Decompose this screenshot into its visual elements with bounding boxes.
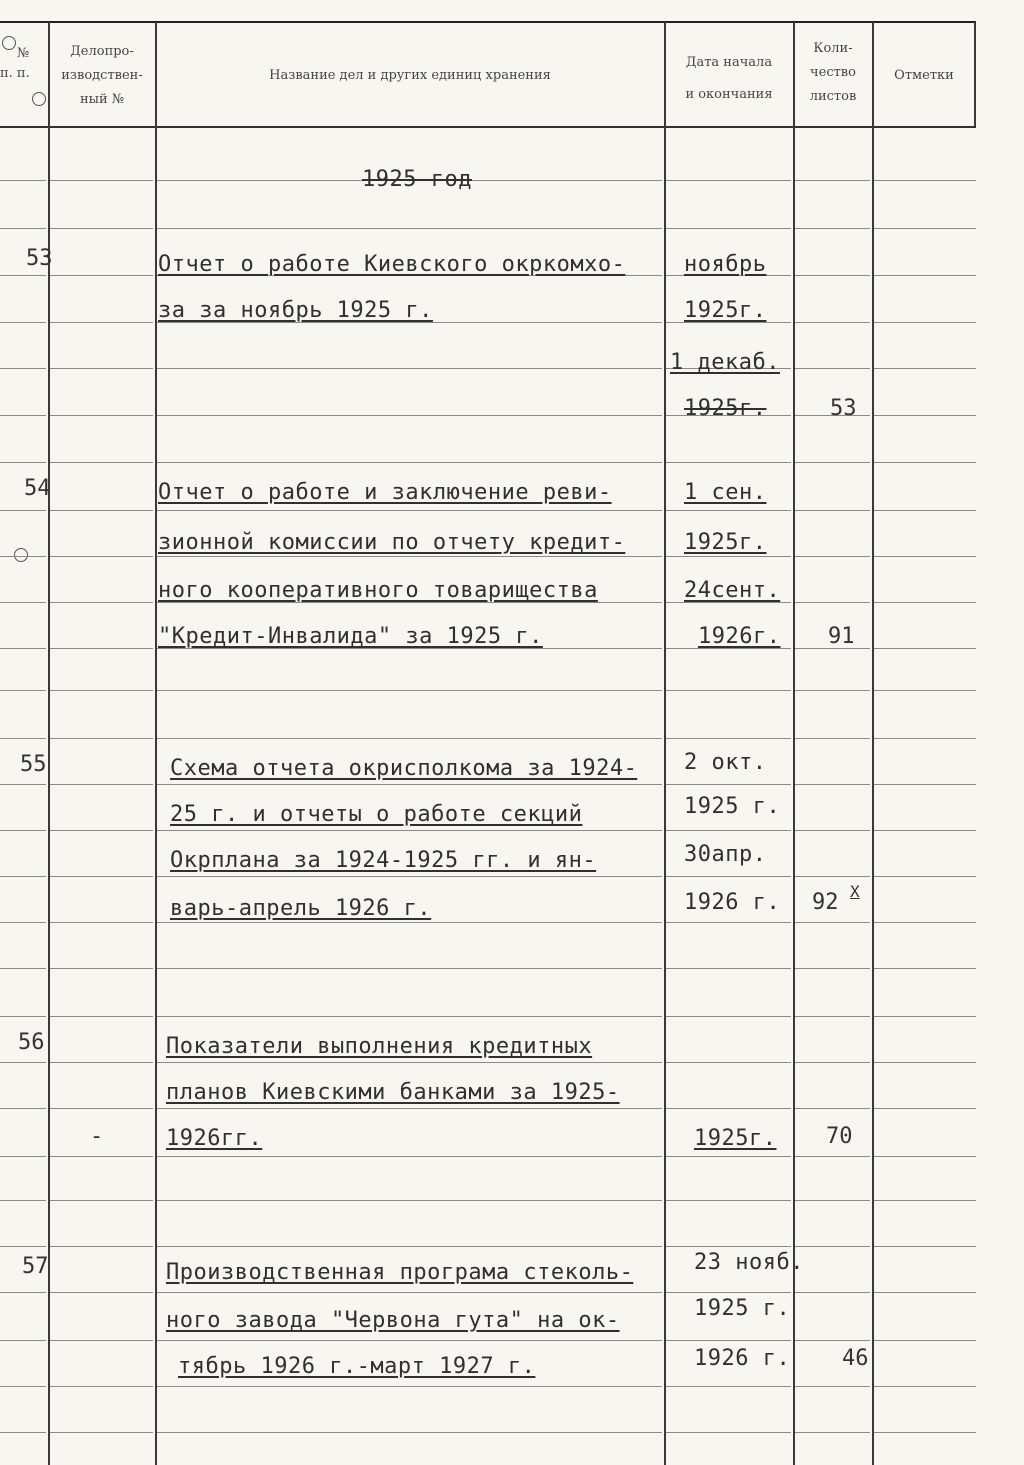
ruled-line: [50, 1246, 153, 1247]
record-sheets: 91: [828, 624, 855, 649]
ruled-line: [0, 1432, 46, 1433]
table-top-border: [0, 21, 976, 23]
ruled-line: [666, 968, 791, 969]
ruled-line: [0, 968, 46, 969]
record-sheets: 70: [826, 1124, 853, 1149]
record-date-line: 1925г.: [684, 530, 767, 555]
ruled-line: [874, 784, 976, 785]
record-date-line: 1926 г.: [684, 890, 781, 915]
ruled-line: [157, 1016, 662, 1017]
ruled-line: [666, 180, 791, 181]
record-date-line: 24сент.: [684, 578, 781, 603]
header-col-office-number: Делопро- изводствен- ный №: [61, 44, 143, 107]
ruled-line: [50, 415, 153, 416]
ruled-line: [157, 462, 662, 463]
ruled-line: [0, 784, 46, 785]
ruled-line: [50, 556, 153, 557]
record-title-line: Схема отчета окрисполкома за 1924-: [170, 756, 638, 781]
ruled-line: [795, 922, 870, 923]
ruled-line: [795, 1386, 870, 1387]
ruled-line: [50, 830, 153, 831]
ruled-line: [795, 275, 870, 276]
ruled-line: [50, 1108, 153, 1109]
ruled-line: [874, 968, 976, 969]
ruled-line: [50, 180, 153, 181]
ruled-line: [666, 462, 791, 463]
record-title-line: Показатели выполнения кредитных: [166, 1034, 593, 1059]
record-title-line: ного завода "Червона гута" на ок-: [166, 1308, 620, 1333]
ruled-line: [0, 1108, 46, 1109]
ruled-line: [666, 922, 791, 923]
record-title-line: тябрь 1926 г.-март 1927 г.: [178, 1354, 536, 1379]
ruled-line: [50, 1292, 153, 1293]
ruled-line: [50, 1386, 153, 1387]
header-col-dates: Дата начала и окончания: [685, 55, 773, 102]
ruled-line: [666, 876, 791, 877]
ruled-line: [0, 322, 46, 323]
ruled-line: [795, 784, 870, 785]
ruled-line: [50, 1062, 153, 1063]
ruled-line: [795, 180, 870, 181]
record-date-line: 1926 г.: [694, 1346, 791, 1371]
ruled-line: [874, 1016, 976, 1017]
ruled-line: [157, 1062, 662, 1063]
ruled-line: [874, 830, 976, 831]
record-office-number: -: [90, 1124, 104, 1149]
ruled-line: [795, 228, 870, 229]
record-number: 54: [24, 476, 51, 501]
ruled-line: [795, 738, 870, 739]
ruled-line: [0, 228, 46, 229]
col-divider-1: [48, 22, 50, 1465]
ruled-line: [157, 690, 662, 691]
ruled-line: [795, 1108, 870, 1109]
ruled-line: [0, 1200, 46, 1201]
ruled-line: [874, 322, 976, 323]
binding-hole: [32, 92, 46, 106]
col-divider-right: [974, 22, 976, 126]
record-date-line: 1925г.: [694, 1126, 777, 1151]
ruled-line: [666, 1200, 791, 1201]
ruled-line: [50, 1016, 153, 1017]
ruled-line: [795, 1340, 870, 1341]
record-date-line: 1926г.: [698, 624, 781, 649]
ruled-line: [795, 1062, 870, 1063]
ruled-line: [874, 228, 976, 229]
ruled-line: [874, 690, 976, 691]
ruled-line: [795, 1246, 870, 1247]
ruled-line: [157, 784, 662, 785]
ruled-line: [157, 738, 662, 739]
ruled-line: [157, 368, 662, 369]
record-sheets-mark: X: [850, 882, 860, 901]
ruled-line: [0, 180, 46, 181]
ruled-line: [666, 784, 791, 785]
record-title-line: 25 г. и отчеты о работе секций: [170, 802, 583, 827]
col-divider-4: [793, 22, 795, 1465]
record-number: 55: [20, 752, 47, 777]
ruled-line: [50, 510, 153, 511]
ruled-line: [50, 648, 153, 649]
record-title-line: Окрплана за 1924-1925 гг. и ян-: [170, 848, 597, 873]
ruled-line: [874, 602, 976, 603]
ruled-line: [795, 510, 870, 511]
ruled-line: [50, 968, 153, 969]
ruled-line: [157, 556, 662, 557]
record-title-line: варь-апрель 1926 г.: [170, 896, 432, 921]
ruled-line: [795, 1292, 870, 1293]
ruled-line: [666, 1246, 791, 1247]
ruled-line: [666, 830, 791, 831]
ruled-line: [666, 1292, 791, 1293]
record-title-line: планов Киевскими банками за 1925-: [166, 1080, 620, 1105]
ruled-line: [795, 462, 870, 463]
ruled-line: [874, 1062, 976, 1063]
record-title-line: 1926гг.: [166, 1126, 263, 1151]
ruled-line: [666, 690, 791, 691]
ruled-line: [874, 1386, 976, 1387]
ruled-line: [157, 1156, 662, 1157]
ruled-line: [874, 510, 976, 511]
record-date-line: 1925г.: [684, 298, 767, 323]
ruled-line: [50, 784, 153, 785]
ruled-line: [0, 1246, 46, 1247]
ruled-line: [0, 690, 46, 691]
ruled-line: [666, 738, 791, 739]
record-title-line: Производственная програма стеколь-: [166, 1260, 634, 1285]
ruled-line: [50, 462, 153, 463]
ruled-line: [0, 1292, 46, 1293]
record-date-line: 1 декаб.: [670, 350, 780, 375]
record-date-line: ноябрь: [684, 252, 767, 277]
ruled-line: [874, 1432, 976, 1433]
ruled-line: [874, 556, 976, 557]
ruled-line: [874, 368, 976, 369]
ruled-line: [157, 1340, 662, 1341]
ruled-line: [0, 1062, 46, 1063]
ruled-line: [874, 876, 976, 877]
ruled-line: [874, 648, 976, 649]
col-divider-2: [155, 22, 157, 1465]
ruled-line: [157, 1200, 662, 1201]
record-date-line: 1925 г.: [684, 794, 781, 819]
ruled-line: [666, 1108, 791, 1109]
header-col-title: Название дел и других единиц хранения: [269, 68, 551, 83]
ruled-line: [666, 1432, 791, 1433]
ruled-line: [0, 876, 46, 877]
ruled-line: [795, 368, 870, 369]
header-bottom-border: [0, 126, 976, 128]
ruled-line: [0, 648, 46, 649]
ruled-line: [157, 922, 662, 923]
ruled-line: [666, 556, 791, 557]
ruled-line: [0, 1340, 46, 1341]
ruled-line: [157, 1432, 662, 1433]
ruled-line: [0, 1016, 46, 1017]
ruled-line: [0, 738, 46, 739]
ruled-line: [157, 1246, 662, 1247]
record-number: 56: [18, 1030, 45, 1055]
ruled-line: [50, 1432, 153, 1433]
ruled-line: [157, 1292, 662, 1293]
ruled-line: [666, 1156, 791, 1157]
ruled-line: [0, 1386, 46, 1387]
ruled-line: [157, 830, 662, 831]
ruled-line: [874, 738, 976, 739]
ruled-line: [874, 1156, 976, 1157]
header-col-number: № п. п.: [0, 46, 30, 81]
ruled-line: [795, 876, 870, 877]
ruled-line: [795, 1200, 870, 1201]
ruled-line: [666, 1340, 791, 1341]
ruled-line: [0, 556, 46, 557]
ruled-line: [666, 228, 791, 229]
ruled-line: [874, 415, 976, 416]
ruled-line: [874, 1340, 976, 1341]
ruled-line: [157, 1108, 662, 1109]
col-divider-3: [664, 22, 666, 1465]
record-sheets: 53: [830, 396, 857, 421]
header-col-notes: Отметки: [894, 68, 954, 83]
ruled-line: [0, 275, 46, 276]
ruled-line: [795, 1156, 870, 1157]
record-date-line: 2 окт.: [684, 750, 767, 775]
ruled-line: [157, 510, 662, 511]
ruled-line: [50, 322, 153, 323]
ruled-line: [795, 322, 870, 323]
ruled-line: [795, 556, 870, 557]
ruled-line: [666, 510, 791, 511]
ruled-line: [874, 1108, 976, 1109]
record-date-line: 30апр.: [684, 842, 767, 867]
record-number: 57: [22, 1254, 49, 1279]
record-number: 53: [26, 246, 53, 271]
record-date-line: 1925г.: [684, 396, 767, 421]
ruled-line: [795, 1016, 870, 1017]
ruled-line: [0, 462, 46, 463]
ruled-line: [0, 510, 46, 511]
record-title-line: "Кредит-Инвалида" за 1925 г.: [158, 624, 543, 649]
ruled-line: [157, 876, 662, 877]
ruled-line: [874, 1246, 976, 1247]
ruled-line: [0, 602, 46, 603]
header-col-sheets: Коли- чество листов: [809, 41, 857, 104]
record-title-line: ного кооперативного товарищества: [158, 578, 598, 603]
ruled-line: [50, 1156, 153, 1157]
ruled-line: [874, 180, 976, 181]
ruled-line: [157, 228, 662, 229]
record-sheets: 92: [812, 890, 839, 915]
record-date-line: 1925 г.: [694, 1296, 791, 1321]
ruled-line: [50, 690, 153, 691]
ruled-line: [157, 1386, 662, 1387]
ruled-line: [795, 1432, 870, 1433]
record-title-line: зионной комиссии по отчету кредит-: [158, 530, 626, 555]
ruled-line: [50, 1200, 153, 1201]
record-date-line: 1 сен.: [684, 480, 767, 505]
ruled-line: [157, 968, 662, 969]
ruled-line: [795, 968, 870, 969]
ruled-line: [50, 738, 153, 739]
ruled-line: [0, 1156, 46, 1157]
ruled-line: [795, 690, 870, 691]
record-title-line: за за ноябрь 1925 г.: [158, 298, 433, 323]
ruled-line: [50, 368, 153, 369]
ruled-line: [666, 1386, 791, 1387]
record-sheets: 46: [842, 1346, 869, 1371]
ruled-line: [157, 415, 662, 416]
ruled-line: [666, 1062, 791, 1063]
ruled-line: [50, 275, 153, 276]
ruled-line: [50, 1340, 153, 1341]
record-title-line: Отчет о работе и заключение реви-: [158, 480, 612, 505]
ruled-line: [50, 228, 153, 229]
binding-hole: [14, 548, 28, 562]
ruled-line: [0, 368, 46, 369]
ruled-line: [874, 922, 976, 923]
ruled-line: [874, 1200, 976, 1201]
ruled-line: [50, 922, 153, 923]
ruled-line: [666, 1016, 791, 1017]
ruled-line: [874, 275, 976, 276]
ruled-line: [50, 602, 153, 603]
ruled-line: [0, 415, 46, 416]
ruled-line: [874, 1292, 976, 1293]
col-divider-5: [872, 22, 874, 1465]
record-date-line: 23 нояб.: [694, 1250, 804, 1275]
ruled-line: [874, 462, 976, 463]
year-heading: 1925 год: [362, 167, 472, 192]
ruled-line: [50, 876, 153, 877]
ruled-line: [0, 830, 46, 831]
ruled-line: [795, 602, 870, 603]
ruled-line: [0, 922, 46, 923]
ruled-line: [795, 830, 870, 831]
record-title-line: Отчет о работе Киевского окркомхо-: [158, 252, 626, 277]
